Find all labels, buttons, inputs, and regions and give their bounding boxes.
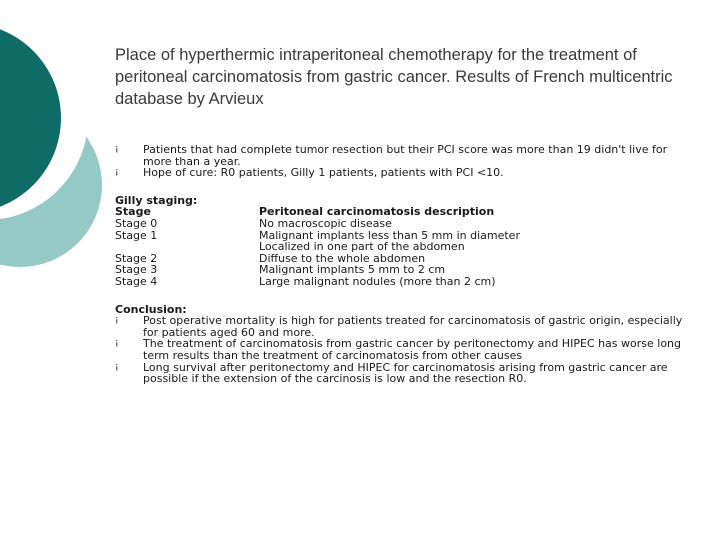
slide-body	[115, 144, 695, 385]
bullet-marker: ¡	[115, 338, 119, 349]
stage-label: Stage 2	[115, 251, 158, 265]
stage-label: Stage 4	[115, 274, 158, 288]
conclusion-bullet-1	[115, 315, 695, 338]
intro-bullet-2	[115, 167, 695, 179]
gilly-header-row	[115, 206, 695, 218]
stage-label: Stage 0	[115, 216, 158, 230]
stage-description: Large malignant nodules (more than 2 cm)	[259, 274, 496, 288]
gilly-row	[115, 276, 695, 288]
stage-description: Malignant implants 5 mm to 2 cm	[259, 263, 446, 277]
conclusion-bullet-3	[115, 362, 695, 385]
stage-description-line-1: Malignant implants less than 5 mm in diameter	[259, 228, 520, 242]
bullet-marker: ¡	[115, 361, 119, 372]
bullet-marker: ¡	[115, 167, 119, 178]
stage-label: Stage 1	[115, 228, 158, 242]
bullet-text: Long survival after peritonectomy and HIPEC for carcinomatosis arising from gastric cancer are possible if the extension of the carcinosis is low and the resection R0.	[143, 360, 668, 386]
stage-description: No macroscopic disease	[259, 216, 392, 230]
gilly-heading: Gilly staging:	[115, 193, 198, 207]
stage-description: Diffuse to the whole abdomen	[259, 251, 426, 265]
conclusion-bullet-2	[115, 338, 695, 361]
stage-description	[259, 230, 520, 253]
gilly-row	[115, 230, 695, 253]
conclusion-heading: Conclusion:	[115, 302, 187, 316]
bullet-marker: ¡	[115, 144, 119, 154]
slide-title: Place of hyperthermic intraperitoneal chemotherapy for the treatment of peritoneal carcinomatosis from gastric cancer. Results of French multicentric database by Arvieux	[115, 46, 673, 108]
bullet-text: Patients that had complete tumor resection but their PCI score was more than 19 didn't live for more than a year.	[143, 143, 668, 168]
bullet-marker: ¡	[115, 315, 119, 326]
stage-description-line-2: Localized in one part of the abdomen	[259, 240, 465, 254]
bullet-text: Post operative mortality is high for patients treated for carcinomatosis of gastric origin, especially for patients aged 60 and more.	[143, 314, 683, 339]
stage-label: Stage 3	[115, 263, 158, 277]
bullet-text: Hope of cure: R0 patients, Gilly 1 patients, patients with PCI <10.	[143, 166, 504, 180]
description-column-header: Peritoneal carcinomatosis description	[259, 205, 495, 219]
decorative-circles	[0, 0, 110, 300]
stage-column-header: Stage	[115, 205, 151, 219]
intro-bullet-1	[115, 144, 695, 167]
bullet-text: The treatment of carcinomatosis from gastric cancer by peritonectomy and HIPEC has worse long term results than the treatment of carcinomatosis from other causes	[143, 337, 682, 362]
